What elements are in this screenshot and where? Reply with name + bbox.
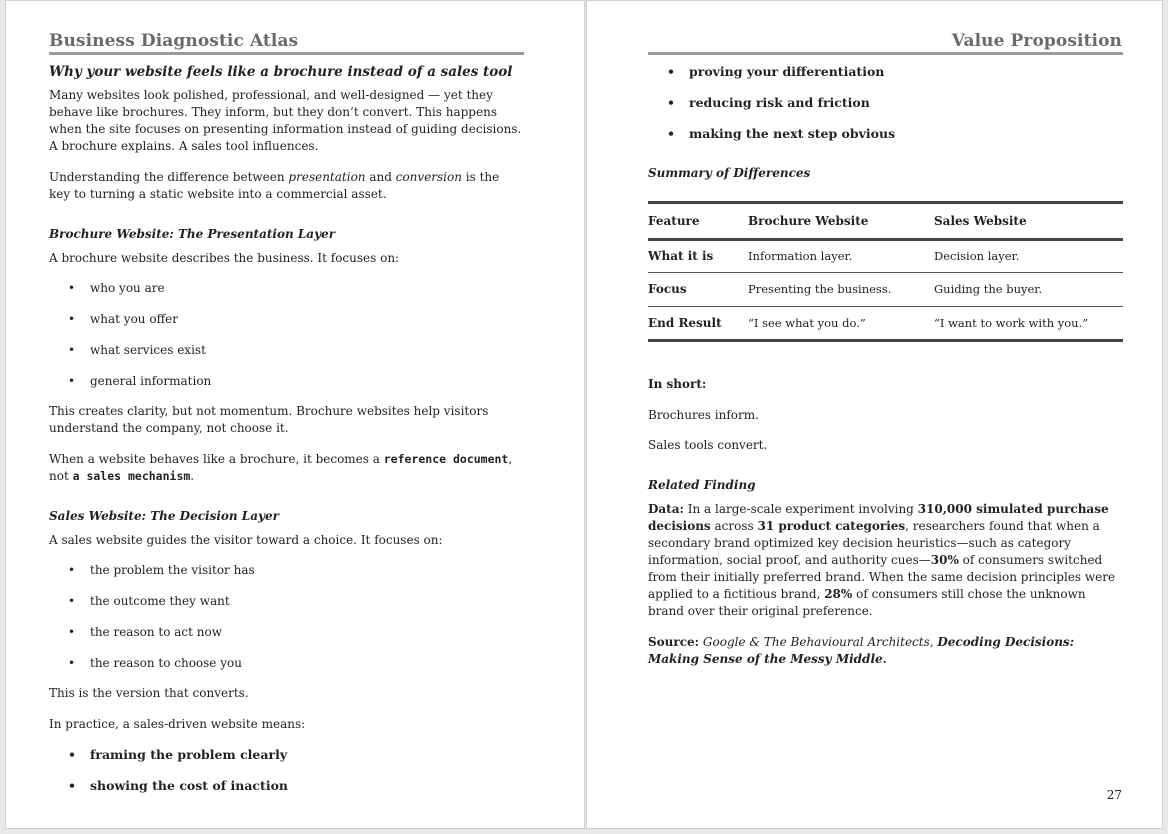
list-item: • showing the cost of inaction: [49, 777, 524, 794]
sales-lead: A sales website guides the visitor toward a choice. It focuses on:: [49, 533, 443, 547]
right-page-content: [648, 63, 1123, 668]
table-cell: Decision layer.: [934, 249, 1020, 263]
term-sales-mechanism: a sales mechanism: [72, 469, 191, 483]
practice-list: [49, 746, 524, 794]
term-presentation: presentation: [288, 170, 366, 184]
list-item: • the outcome they want: [49, 593, 524, 610]
sales-convert: Sales tools convert.: [648, 438, 768, 452]
brochure-list: [49, 280, 524, 390]
stat-28-percent: 28%: [824, 587, 853, 601]
table-header-row: [648, 203, 1123, 240]
brochure-lead: A brochure website describes the business. It focuses on:: [49, 251, 400, 265]
stat-30-percent: 30%: [930, 553, 959, 567]
brochure-reference: [49, 451, 524, 485]
term-reference-document: reference document: [383, 452, 509, 466]
data-paragraph: [648, 501, 1123, 620]
source-title: Decoding Decisions: Making Sense of the Messy Middle.: [648, 635, 1075, 666]
source-label: Source:: [648, 635, 700, 649]
brochure-after: This creates clarity, but not momentum. Brochure websites help visitors understand the company, not choose it.: [49, 404, 489, 435]
list-item: • the problem the visitor has: [49, 562, 524, 579]
stat-310000-decisions: 310,000 simulated purchase decisions: [648, 502, 1109, 533]
intro-paragraph: Many websites look polished, professional, and well-designed — yet they behave like brochures. They inform, but they don’t convert. This happens when the site focuses on presenting information instead of guiding decisions. A brochure explains. A sales tool influences.: [49, 88, 522, 153]
table-header-cell: Brochure Website: [748, 213, 869, 228]
brochures-inform: Brochures inform.: [648, 408, 759, 422]
text-run: In a large-scale experiment involving: [683, 502, 918, 516]
summary-heading: Summary of Differences: [648, 166, 811, 180]
list-item: • reducing risk and friction: [648, 94, 1123, 111]
sales-list: [49, 562, 524, 672]
table-cell: Guiding the buyer.: [934, 282, 1043, 296]
in-short-heading: In short:: [648, 377, 707, 391]
table-cell: Focus: [648, 282, 687, 296]
table-row: [648, 273, 1123, 307]
text-run: When a website behaves like a brochure, it becomes a: [49, 452, 384, 466]
text-run: is the key to turning a static website into a commercial asset.: [49, 170, 500, 201]
source-paragraph: [648, 634, 1123, 668]
table-header-cell: Sales Website: [934, 213, 1027, 228]
table-row: [648, 307, 1123, 341]
differences-table: [648, 201, 1123, 342]
running-head-left: Business Diagnostic Atlas: [49, 31, 299, 51]
table-cell: End Result: [648, 315, 722, 330]
section-subtitle: Why your website feels like a brochure instead of a sales tool: [49, 64, 513, 80]
header-rule-right: [648, 52, 1123, 55]
running-head-right: Value Proposition: [951, 31, 1122, 51]
list-item: • who you are: [49, 280, 524, 297]
list-item: • the reason to act now: [49, 624, 524, 641]
list-item: • general information: [49, 373, 524, 390]
practice-lead: In practice, a sales-driven website means:: [49, 717, 306, 731]
header-rule-left: [49, 52, 524, 55]
text-run: of consumers switched from their initially preferred brand. When the same decision principles were applied to a fictitious brand,: [648, 553, 1116, 601]
sales-converts: This is the version that converts.: [49, 686, 249, 700]
text-run: , researchers found that when a secondary brand optimized key decision heuristics—such as category information, social proof, and authority cues—: [648, 519, 1100, 567]
table-header-cell: Feature: [648, 213, 700, 228]
text-run: , not: [49, 452, 513, 483]
list-item: • the reason to choose you: [49, 655, 524, 672]
source-publisher: Google & The Behavioural Architects,: [699, 635, 938, 649]
left-page-content: [49, 63, 524, 794]
list-item: • proving your differentiation: [648, 63, 1123, 80]
right-page: [586, 0, 1163, 829]
text-run: .: [190, 469, 195, 483]
understanding-paragraph: [49, 169, 524, 203]
brochure-heading: Brochure Website: The Presentation Layer: [49, 227, 336, 241]
term-conversion: conversion: [395, 170, 462, 184]
table-cell: Presenting the business.: [748, 282, 892, 296]
text-run: and: [365, 170, 396, 184]
table-row: [648, 240, 1123, 273]
table-cell: “I want to work with you.”: [934, 315, 1089, 330]
list-item: • what you offer: [49, 311, 524, 328]
left-page: [5, 0, 585, 829]
list-item: • what services exist: [49, 342, 524, 359]
stat-31-categories: 31 product categories: [757, 519, 906, 533]
list-item: • framing the problem clearly: [49, 746, 524, 763]
page-number: 27: [1106, 788, 1122, 802]
text-run: of consumers still chose the unknown brand over their original preference.: [648, 587, 1086, 618]
data-label: Data:: [648, 502, 684, 516]
text-run: across: [710, 519, 758, 533]
related-finding-heading: Related Finding: [648, 478, 756, 492]
continued-list: [648, 63, 1123, 142]
table-cell: What it is: [648, 249, 714, 263]
table-cell: “I see what you do.”: [748, 315, 866, 330]
list-item: • making the next step obvious: [648, 125, 1123, 142]
sales-heading: Sales Website: The Decision Layer: [49, 509, 279, 523]
table-cell: Information layer.: [748, 249, 853, 263]
text-run: Understanding the difference between: [49, 170, 289, 184]
